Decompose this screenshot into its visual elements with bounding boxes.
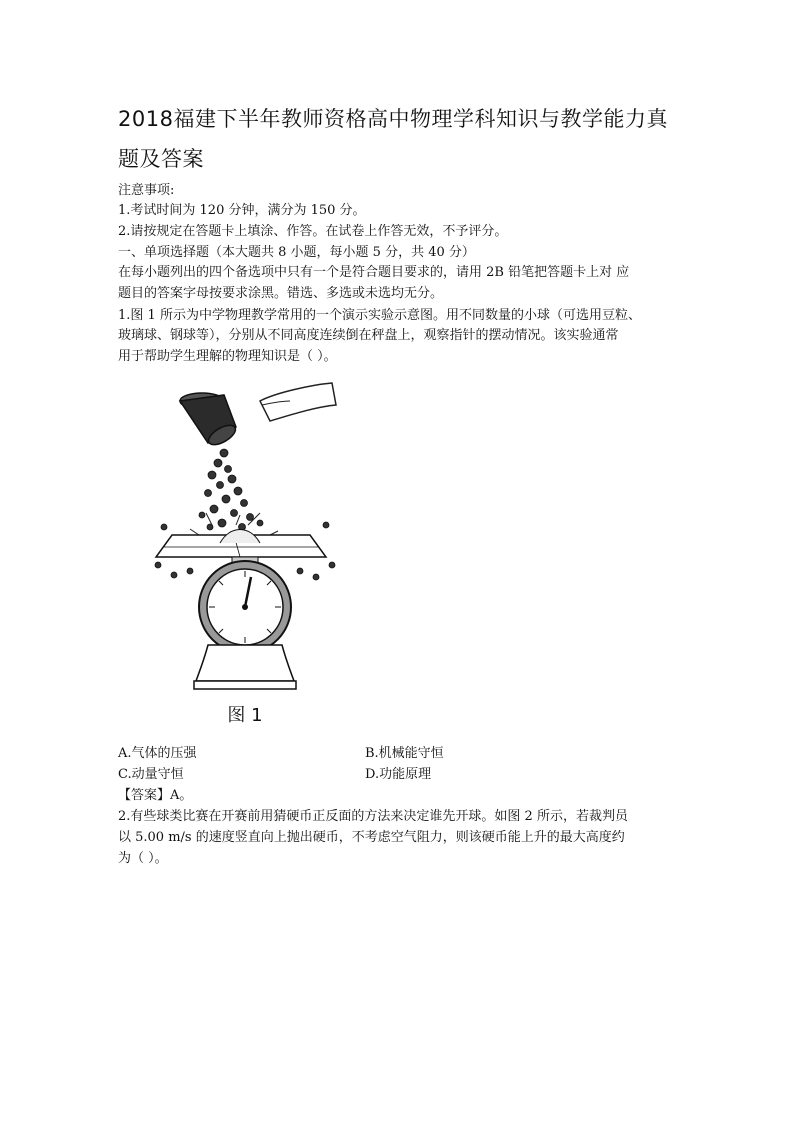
question-2-line-1: 2.有些球类比赛在开赛前用猜硬币正反面的方法来决定谁先开球。如图 2 所示，若裁判员: [118, 809, 628, 824]
option-b: B.机械能守恒: [365, 746, 444, 761]
scale-base-illustration: [194, 645, 296, 689]
question-1-line-1: 1.图 1 所示为中学物理教学常用的一个演示实验示意图。用不同数量的小球（可选用豆粒、: [118, 308, 641, 323]
document-title-line-2: 题及答案: [118, 147, 204, 171]
question-1-answer: 【答案】A。: [118, 788, 193, 803]
document-title-line-1: 2018福建下半年教师资格高中物理学科知识与教学能力真: [118, 107, 668, 131]
question-2-line-2: 以 5.00 m/s 的速度竖直向上抛出硬币，不考虑空气阻力，则该硬币能上升的最大高度约: [118, 830, 625, 845]
hand-illustration: [260, 383, 336, 421]
figure-1-scale-illustration: [150, 375, 340, 730]
section-instructions-line-1: 在每小题列出的四个备选项中只有一个是符合题目要求的，请用 2B 铅笔把答题卡上对 应: [118, 265, 630, 280]
pouring-cup-illustration: [180, 393, 238, 449]
question-1-line-3: 用于帮助学生理解的物理知识是（ ）。: [118, 349, 337, 364]
notes-item-2: 2.请按规定在答题卡上填涂、作答。在试卷上作答无效，不予评分。: [118, 224, 508, 239]
question-1-line-2: 玻璃球、钢球等），分别从不同高度连续倒在秤盘上，观察指针的摆动情况。该实验通常: [118, 328, 619, 343]
section-heading: 一、单项选择题（本大题共 8 小题，每小题 5 分，共 40 分）: [118, 245, 475, 260]
notes-heading: 注意事项:: [118, 183, 175, 198]
figure-1-caption: 图 1: [227, 705, 263, 726]
option-a: A.气体的压强: [118, 746, 197, 761]
notes-item-1: 1.考试时间为 120 分钟，满分为 150 分。: [118, 203, 366, 218]
scale-pan-illustration: [156, 530, 326, 558]
option-d: D.功能原理: [365, 767, 432, 782]
scale-dial-illustration: [199, 561, 291, 653]
question-2-line-3: 为（ ）。: [118, 851, 168, 866]
option-c: C.动量守恒: [118, 767, 184, 782]
falling-balls-illustration: [199, 449, 263, 542]
section-instructions-line-2: 题目的答案字母按要求涂黑。错选、多选或未选均无分。: [118, 286, 444, 301]
